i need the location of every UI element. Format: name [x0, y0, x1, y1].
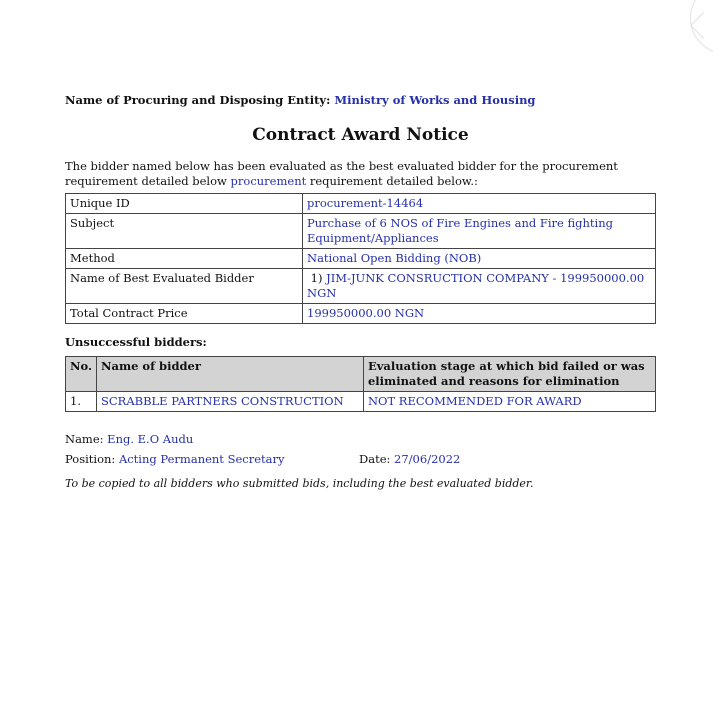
procuring-entity-value: Ministry of Works and Housing	[334, 93, 536, 107]
bidder-number: 1.	[66, 392, 97, 412]
award-details-table	[65, 193, 656, 324]
intro-paragraph	[65, 159, 656, 189]
table-header-row	[66, 357, 656, 392]
unique-id-value: procurement-14464	[303, 194, 656, 214]
total-price-value: 199950000.00 NGN	[303, 304, 656, 324]
method-label: Method	[66, 249, 303, 269]
signatory-block	[65, 429, 656, 469]
signatory-position	[65, 449, 359, 469]
table-row	[66, 214, 656, 249]
signatory-position-label: Position:	[65, 452, 119, 466]
intro-text-after: requirement detailed below.:	[306, 174, 478, 188]
column-header-name: Name of bidder	[96, 357, 363, 392]
contract-award-notice-document	[65, 90, 656, 502]
procuring-entity-label: Name of Procuring and Disposing Entity:	[65, 93, 335, 107]
best-bidder-value: JIM-JUNK CONSRUCTION COMPANY - 199950000.00 NGN	[307, 271, 645, 300]
method-value: National Open Bidding (NOB)	[303, 249, 656, 269]
bidder-name: SCRABBLE PARTNERS CONSTRUCTION	[96, 392, 363, 412]
unique-id-label: Unique ID	[66, 194, 303, 214]
best-bidder-cell	[303, 269, 656, 304]
table-row	[66, 249, 656, 269]
intro-text-before: The bidder named below has been evaluated as the best evaluated bidder for the procurement requirement detailed below	[65, 159, 618, 188]
table-row	[66, 304, 656, 324]
signatory-position-value: Acting Permanent Secretary	[118, 452, 285, 466]
subject-value: Purchase of 6 NOS of Fire Engines and Fire fighting Equipment/Appliances	[303, 214, 656, 249]
unsuccessful-bidders-heading: Unsuccessful bidders:	[65, 335, 207, 349]
signatory-name-line	[65, 429, 656, 449]
best-bidder-prefix: 1)	[307, 271, 327, 285]
best-bidder-label: Name of Best Evaluated Bidder	[66, 269, 303, 304]
table-row	[66, 194, 656, 214]
signatory-date	[359, 449, 460, 469]
total-price-label: Total Contract Price	[66, 304, 303, 324]
distribution-footnote: To be copied to all bidders who submitted bids, including the best evaluated bidder.	[65, 477, 534, 490]
column-header-evaluation: Evaluation stage at which bid failed or was eliminated and reasons for elimination	[363, 357, 655, 392]
table-row	[66, 392, 656, 412]
subject-label: Subject	[66, 214, 303, 249]
signatory-name-value: Eng. E.O Audu	[107, 432, 194, 446]
signatory-date-value: 27/06/2022	[394, 452, 461, 466]
table-row	[66, 269, 656, 304]
signatory-position-date-line	[65, 449, 656, 469]
intro-highlight: procurement	[230, 174, 307, 188]
page-title: Contract Award Notice	[252, 125, 469, 145]
procuring-entity-line	[65, 90, 656, 110]
signatory-date-label: Date:	[359, 452, 395, 466]
unsuccessful-bidders-table	[65, 356, 656, 412]
bidder-reason: NOT RECOMMENDED FOR AWARD	[363, 392, 655, 412]
column-header-no: No.	[66, 357, 97, 392]
signatory-name-label: Name:	[65, 432, 108, 446]
